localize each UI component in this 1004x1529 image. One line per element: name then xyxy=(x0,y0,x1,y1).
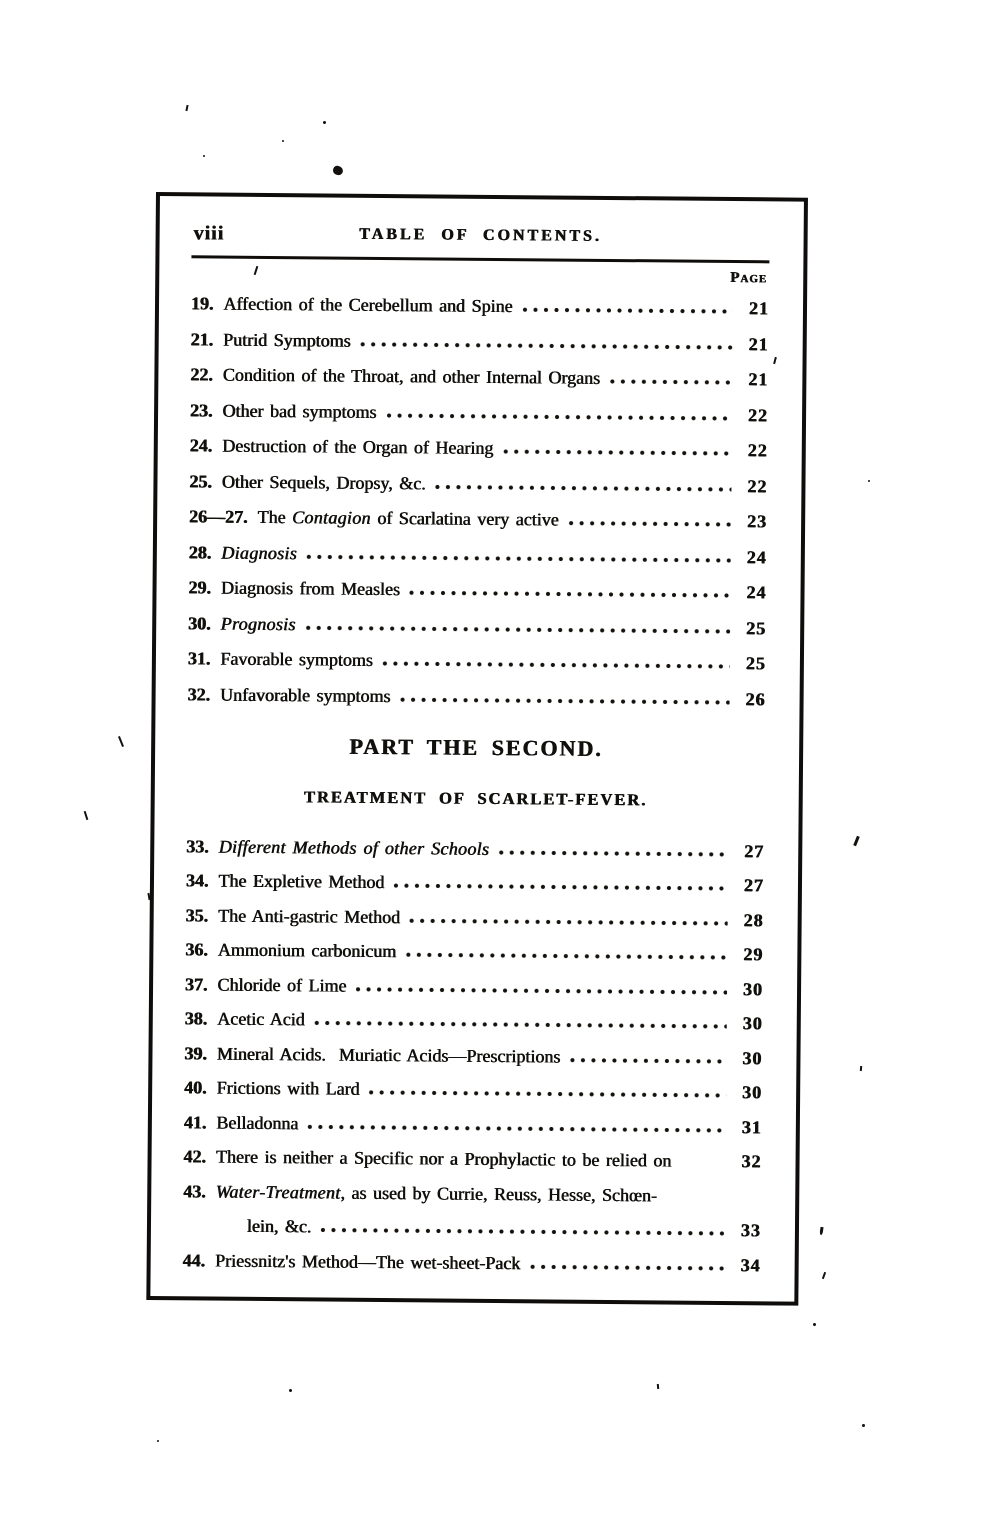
entry-page-number: 29 xyxy=(743,944,764,965)
entry-title: Acetic Acid xyxy=(217,1008,305,1030)
entry-title: Other bad symptoms xyxy=(222,400,377,422)
ink-speck xyxy=(822,1272,826,1279)
dot-leader xyxy=(567,1055,726,1065)
entry-page-number: 25 xyxy=(746,617,767,638)
dot-leader xyxy=(566,519,731,529)
entry-number: 29. xyxy=(188,577,212,598)
toc-entry xyxy=(189,470,767,497)
toc-entry xyxy=(185,1007,763,1034)
toc-part1-list xyxy=(188,292,770,710)
toc-entry xyxy=(188,612,766,639)
ink-speck xyxy=(657,1384,659,1389)
running-header xyxy=(192,220,770,251)
toc-entry xyxy=(189,505,767,532)
ink-speck xyxy=(819,1227,823,1235)
part-two-heading: PART THE SECOND. xyxy=(349,733,603,761)
ink-speck xyxy=(868,480,870,482)
entry-page-number: 25 xyxy=(745,653,766,674)
entry-title: Frictions with Lard xyxy=(216,1077,360,1099)
entry-page-number: 23 xyxy=(747,511,768,532)
entry-page-number: 22 xyxy=(747,404,769,425)
entry-page-number: 21 xyxy=(748,333,769,354)
dot-leader xyxy=(358,339,733,351)
entry-title: Other Sequels, Dropsy, &c. xyxy=(221,471,426,493)
toc-entry xyxy=(186,869,764,896)
entry-title: Unfavorable symptoms xyxy=(220,684,391,706)
toc-entry xyxy=(191,292,769,319)
toc-entry xyxy=(189,541,767,568)
entry-number: 21. xyxy=(190,328,214,350)
entry-title: The Expletive Method xyxy=(218,870,385,893)
entry-number: 44. xyxy=(182,1249,206,1270)
toc-entry xyxy=(184,1111,762,1138)
toc-part2-list xyxy=(183,835,765,1276)
entry-page-number: 30 xyxy=(742,1013,763,1034)
entry-page-number: 30 xyxy=(742,1082,763,1103)
dot-leader xyxy=(433,482,732,494)
entry-number: 34. xyxy=(185,870,209,891)
toc-entry xyxy=(186,835,764,862)
entry-title: There is neither a Specific nor a Prophylactic to be relied on xyxy=(215,1146,672,1171)
entry-title: The Anti-gastric Method xyxy=(218,905,401,927)
page-title: TABLE OF CONTENTS. xyxy=(359,225,603,245)
entry-page-number: 30 xyxy=(742,1047,763,1068)
entry-page-number: 24 xyxy=(746,546,767,567)
entry-title: Diagnosis from Measles xyxy=(220,577,401,600)
toc-entry xyxy=(183,1145,761,1172)
entry-title: Prognosis xyxy=(220,613,296,634)
dot-leader xyxy=(367,1088,727,1100)
dot-leader xyxy=(305,1122,726,1135)
ink-speck xyxy=(84,811,89,820)
entry-title: The Contagion of Scarlatina very active xyxy=(257,506,559,530)
ink-speck xyxy=(323,121,326,124)
ink-speck xyxy=(185,105,188,111)
dot-leader xyxy=(403,950,727,962)
entry-number: 38. xyxy=(184,1008,208,1029)
entry-number: 22. xyxy=(190,364,213,385)
entry-title: Mineral Acids. Muriatic Acids—Prescriptions xyxy=(216,1043,561,1067)
entry-page-number: 28 xyxy=(743,909,764,930)
ink-speck xyxy=(813,1323,816,1326)
dot-leader xyxy=(527,1262,724,1273)
dot-leader xyxy=(318,1225,725,1238)
entry-number: 23. xyxy=(190,399,213,421)
entry-page-number: 32 xyxy=(741,1151,762,1172)
ink-speck xyxy=(860,1066,862,1071)
ink-speck xyxy=(118,736,124,747)
dot-leader xyxy=(353,984,727,996)
entry-title: Destruction of the Organ of Hearing xyxy=(222,435,494,458)
entry-number: 39. xyxy=(184,1042,208,1063)
entry-title: Water-Treatment, as used by Currie, Reuss, Hesse, Schœn- xyxy=(215,1181,658,1205)
entry-page-number: 21 xyxy=(748,298,770,319)
entry-number: 35. xyxy=(185,904,209,925)
entry-page-number: 22 xyxy=(747,475,768,496)
toc-entry xyxy=(183,1180,761,1207)
entry-title: Different Methods of other Schools xyxy=(218,836,490,859)
entry-title: Chloride of Lime xyxy=(217,974,347,996)
entry-number: 26—27. xyxy=(189,506,248,527)
toc-entry xyxy=(190,363,768,390)
ink-speck xyxy=(157,1440,159,1442)
dot-leader xyxy=(496,847,728,858)
entry-number: 37. xyxy=(185,973,208,994)
entry-number: 32. xyxy=(187,683,211,704)
toc-entry xyxy=(186,904,764,931)
entry-number: 30. xyxy=(188,612,211,633)
entry-page-number: 22 xyxy=(747,440,768,461)
page-frame xyxy=(146,192,808,1306)
entry-number: 31. xyxy=(187,648,211,669)
ink-speck xyxy=(289,1389,292,1392)
entry-number: 24. xyxy=(189,435,213,456)
entry-number: 19. xyxy=(190,293,214,314)
part-two-subheading: TREATMENT OF SCARLET-FEVER. xyxy=(303,786,648,809)
dot-leader xyxy=(407,588,731,600)
entry-page-number: 27 xyxy=(744,840,765,861)
dot-leader xyxy=(391,881,728,893)
entry-page-number: 24 xyxy=(746,582,767,603)
ink-speck xyxy=(203,155,205,157)
entry-title: Priessnitz's Method—The wet-sheet-Pack xyxy=(215,1250,521,1273)
dot-leader xyxy=(678,1160,725,1169)
dot-leader xyxy=(398,695,730,707)
dot-leader xyxy=(500,447,731,458)
entry-number: 25. xyxy=(189,470,213,491)
entry-page-number: 31 xyxy=(741,1116,762,1137)
dot-leader xyxy=(384,410,733,422)
ink-speck xyxy=(282,140,284,142)
toc-entry xyxy=(184,1042,762,1069)
entry-title: Affection of the Cerebellum and Spine xyxy=(223,293,513,317)
entry-number: 28. xyxy=(188,541,212,562)
entry-title: Putrid Symptoms xyxy=(223,329,351,351)
dot-leader xyxy=(520,305,733,316)
entry-title: Favorable symptoms xyxy=(220,648,374,670)
page-column-label: Page xyxy=(730,270,768,287)
toc-entry xyxy=(190,399,768,426)
entry-number: 33. xyxy=(186,835,209,856)
entry-number: 40. xyxy=(184,1077,207,1098)
entry-number: 42. xyxy=(183,1146,207,1167)
entry-title: lein, &c. xyxy=(246,1215,312,1237)
toc-entry xyxy=(190,434,768,461)
dot-leader xyxy=(303,623,731,636)
entry-page-number: 30 xyxy=(742,978,764,999)
entry-page-number: 33 xyxy=(740,1220,762,1241)
entry-title: Belladonna xyxy=(216,1112,299,1133)
dot-leader xyxy=(304,552,731,565)
toc-entry xyxy=(191,328,769,355)
entry-page-number: 34 xyxy=(740,1254,761,1275)
toc-entry xyxy=(247,1215,761,1241)
dot-leader xyxy=(312,1018,727,1031)
entry-number: 36. xyxy=(185,939,208,960)
entry-page-number: 21 xyxy=(748,369,769,390)
dot-leader xyxy=(607,377,732,387)
dot-leader xyxy=(380,659,730,671)
entry-page-number: 26 xyxy=(745,688,766,709)
toc-entry xyxy=(188,576,766,603)
toc-entry xyxy=(185,973,763,1000)
header-rule xyxy=(191,255,769,263)
ink-speck xyxy=(862,1424,865,1427)
entry-title: Condition of the Throat, and other Internal Organs xyxy=(222,364,601,388)
entry-number: 41. xyxy=(183,1111,207,1132)
toc-entry xyxy=(184,1076,762,1103)
ink-speck xyxy=(853,836,860,846)
toc-entry xyxy=(185,938,763,965)
entry-title: Diagnosis xyxy=(221,542,298,563)
entry-page-number: 27 xyxy=(743,875,765,896)
toc-entry xyxy=(188,647,766,674)
ink-blot xyxy=(332,165,344,176)
toc-entry xyxy=(188,683,766,710)
entry-title: Ammonium carbonicum xyxy=(217,939,397,962)
dot-leader xyxy=(407,916,728,928)
toc-entry xyxy=(183,1249,761,1276)
entry-number: 43. xyxy=(183,1180,206,1201)
folio-number: viii xyxy=(193,222,225,245)
